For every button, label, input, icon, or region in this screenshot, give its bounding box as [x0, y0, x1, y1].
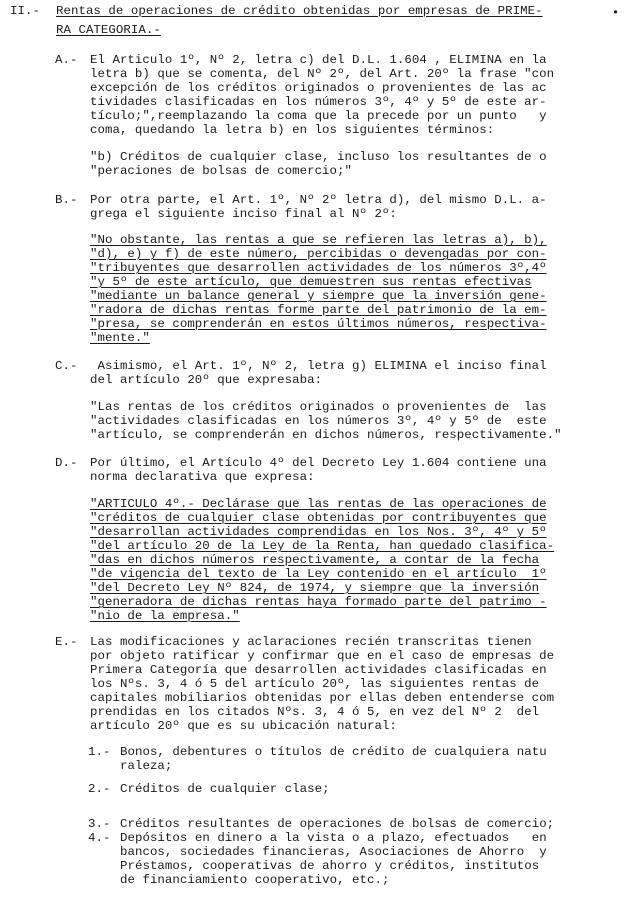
section-c-line: del artículo 20º que expresaba: [90, 373, 323, 387]
section-b-quote-line: "radora de dichas rentas forme parte del patrimonio de la em- [90, 303, 547, 317]
section-d-quote-line: "de vigencia del texto de la Ley contenido en el artículo 1º [90, 567, 547, 581]
section-a-quote-line: "peraciones de bolsas de comercio;" [90, 164, 352, 178]
list-item-number: 3.- [88, 817, 111, 831]
section-d-quote-line: "generadora de dichas rentas haya formado parte del patrimo - [90, 595, 547, 609]
section-d-quote-line: "créditos de cualquier clase obtenidas por contribuyentes que [90, 511, 547, 525]
section-e-line: prendidas en los citados Nºs. 3, 4 ó 5, en vez del Nº 2 del [90, 705, 540, 719]
section-b-quote-line: "y 5º de este artículo, que demuestren sus rentas efectivas [90, 275, 532, 289]
list-item-line: Préstamos, cooperativas de ahorro y créditos, institutos [120, 859, 540, 873]
section-e-line: capitales mobiliarios obtenidas por ellas deben entenderse com [90, 691, 555, 705]
section-e-line: Primera Categoría que desarrollen actividades clasificadas en [90, 663, 547, 677]
heading-line-2: RA CATEGORIA.- [56, 23, 161, 37]
section-b-line: Por otra parte, el Art. 1º, Nº 2º letra d), del mismo D.L. a- [90, 193, 547, 207]
list-item-line: Depósitos en dinero a la vista o a plazo, efectuados en [120, 831, 547, 845]
section-a-line: excepción de los créditos originados o provenientes de las ac [90, 81, 547, 95]
list-item-number: 2.- [88, 782, 111, 796]
section-e-line: Las modificaciones y aclaraciones recién transcritas tienen [90, 635, 532, 649]
section-e-line: los Nºs. 3, 4 ó 5 del artículo 20º, las siguientes rentas de [90, 677, 540, 691]
section-a-line: tividades clasificadas en los números 3º, 4º y 5º de este ar- [90, 95, 547, 109]
list-item-line: Créditos de cualquier clase; [120, 782, 330, 796]
section-c-quote-line: "Las rentas de los créditos originados o provenientes de las [90, 400, 547, 414]
list-item-line: bancos, sociedades financieras, Asociaciones de Ahorro y [120, 845, 547, 859]
section-c-quote-line: "actividades clasificadas en los números 3º, 4º y 5º de este [90, 414, 547, 428]
section-d-line: Por último, el Artículo 4º del Decreto Ley 1.604 contiene una [90, 456, 547, 470]
section-a-label: A.- [55, 53, 78, 67]
section-a-line: tículo;",reemplazando la coma que la precede por un punto y [90, 109, 547, 123]
section-d-label: D.- [55, 456, 78, 470]
section-b-quote-line: "mediante un balance general y siempre que la inversión gene- [90, 289, 547, 303]
section-d-quote-line: "desarrollan actividades comprendidas en los Nos. 3º, 4º y 5º [90, 525, 547, 539]
list-item-line: de financiamiento cooperativo, etc.; [120, 873, 390, 887]
section-e-line: por objeto ratificar y confirmar que en el caso de empresas de [90, 649, 555, 663]
section-e-line: artículo 20º que es su ubicación natural: [90, 719, 397, 733]
section-d-line: norma declarativa que expresa: [90, 470, 315, 484]
list-item-line: raleza; [120, 759, 173, 773]
section-d-quote-line: "del artículo 20 de la Ley de la Renta, han quedado clasifica- [90, 539, 555, 553]
corner-mark: • [612, 6, 620, 20]
section-c-label: C.- [55, 359, 78, 373]
section-b-quote-line: "mente." [90, 331, 150, 345]
heading-number: II.- [10, 4, 40, 18]
section-b-quote-line: "tribuyentes que desarrollen actividades de los números 3º,4º [90, 261, 547, 275]
section-c-quote-line: "artículo, se comprenderán en dichos números, respectivamente." [90, 428, 562, 442]
section-d-quote-line: "das en dichos números respectivamente, a contar de la fecha [90, 553, 540, 567]
section-d-quote-line: "nio de la empresa." [90, 609, 240, 623]
section-e-label: E.- [55, 635, 78, 649]
section-a-quote-line: "b) Créditos de cualquier clase, incluso los resultantes de o [90, 150, 547, 164]
section-b-label: B.- [55, 193, 78, 207]
section-b-quote-line: "No obstante, las rentas a que se refieren las letras a), b), [90, 233, 547, 247]
section-b-quote-line: "presa, se comprenderán en estos últimos números, respectiva- [90, 317, 547, 331]
list-item-number: 1.- [88, 745, 111, 759]
section-a-line: El Articulo 1º, Nº 2, letra c) del D.L. 1.604 , ELIMINA en la [90, 53, 547, 67]
list-item-line: Créditos resultantes de operaciones de bolsas de comercio; [120, 817, 555, 831]
section-a-line: letra b) que se comenta, del Nº 2º, del Art. 20º la frase "con [90, 67, 555, 81]
list-item-number: 4.- [88, 831, 111, 845]
section-d-quote-line: "del Decreto Ley Nº 824, de 1974, y siempre que la inversión [90, 581, 540, 595]
section-c-line: Asimismo, el Art. 1º, Nº 2, letra g) ELIMINA el inciso final [90, 359, 547, 373]
section-b-line: grega el siguiente inciso final al Nº 2º: [90, 207, 397, 221]
section-b-quote-line: "d), e) y f) de este número, percibidas o devengadas por con- [90, 247, 547, 261]
heading-line-1: Rentas de operaciones de crédito obtenidas por empresas de PRIME- [56, 4, 543, 18]
section-d-quote-line: "ARTICULO 4º.- Declárase que las rentas de las operaciones de [90, 497, 547, 511]
list-item-line: Bonos, debentures o títulos de crédito de cualquiera natu [120, 745, 547, 759]
section-a-line: coma, quedando la letra b) en los siguientes términos: [90, 123, 495, 137]
